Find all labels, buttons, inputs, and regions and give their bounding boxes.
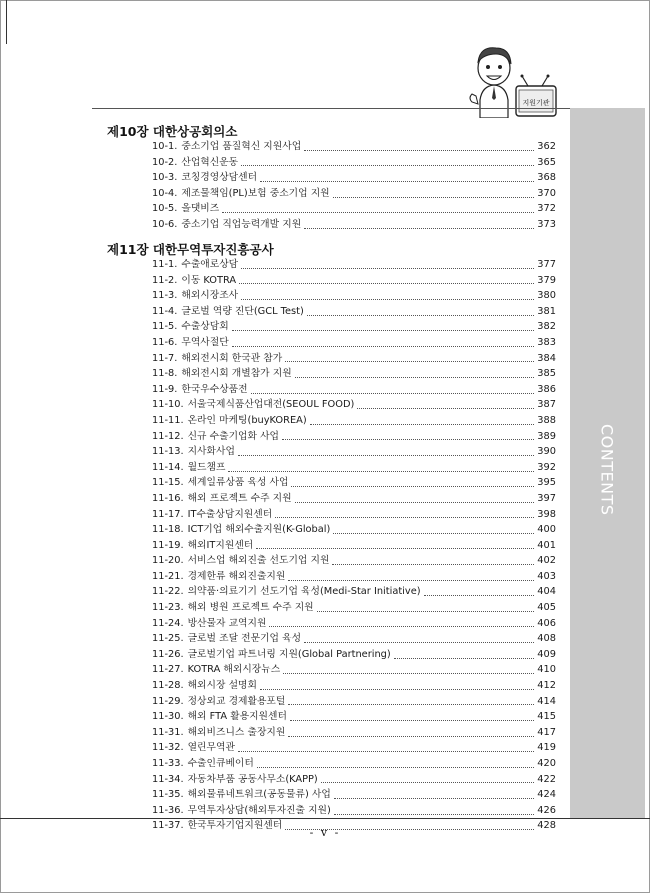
toc-entry[interactable] — [152, 288, 556, 304]
toc-entry[interactable] — [152, 257, 556, 273]
toc-entry-number: 11-15. — [152, 477, 184, 489]
toc-entry[interactable] — [152, 351, 556, 367]
toc-entry[interactable] — [152, 569, 556, 585]
toc-entry-number: 11-11. — [152, 414, 184, 426]
dot-leader — [241, 298, 534, 300]
dot-leader — [257, 766, 534, 768]
toc-entry-page: 424 — [537, 789, 556, 801]
toc-entry-number: 10-3. — [152, 172, 178, 184]
chapter-title: 제11장 대한무역투자진흥공사 — [107, 242, 274, 257]
toc-entry-page: 398 — [537, 508, 556, 520]
dot-leader — [424, 594, 535, 596]
toc-entry-title: 수출상담회 — [181, 321, 229, 333]
dot-leader — [222, 211, 534, 213]
toc-entry-page: 390 — [537, 446, 556, 458]
toc-entry[interactable] — [152, 647, 556, 663]
toc-entry-page: 384 — [537, 352, 556, 364]
toc-entry[interactable] — [152, 600, 556, 616]
toc-entry-page: 397 — [537, 492, 556, 504]
dot-leader — [238, 454, 534, 456]
toc-entry-page: 404 — [537, 586, 556, 598]
toc-entry-title: IT수출상담지원센터 — [187, 508, 273, 520]
toc-entry-title: 의약품·의료기기 선도기업 육성(Medi-Star Initiative) — [187, 586, 421, 598]
toc-entry[interactable] — [152, 631, 556, 647]
toc-entry[interactable] — [152, 475, 556, 491]
toc-entry-number: 11-36. — [152, 804, 184, 816]
toc-entry-page: 379 — [537, 274, 556, 286]
toc-entry-title: 자동차부품 공동사무소(KAPP) — [187, 773, 318, 785]
dot-leader — [310, 423, 535, 425]
dot-leader — [288, 703, 534, 705]
dot-leader — [285, 360, 534, 362]
toc-entry-number: 11-19. — [152, 539, 184, 551]
toc-entry-title: 글로벌기업 파트너링 지원(Global Partnering) — [187, 648, 391, 660]
toc-entry-page: 414 — [537, 695, 556, 707]
toc-entry-title: 서비스업 해외진출 선도기업 지원 — [187, 555, 330, 567]
toc-entry-page: 417 — [537, 726, 556, 738]
toc-entry-page: 372 — [537, 203, 556, 215]
toc-entry[interactable] — [152, 787, 556, 803]
toc-entry-title: 제조물책임(PL)보험 중소기업 지원 — [181, 187, 330, 199]
toc-entry-page: 362 — [537, 141, 556, 152]
toc-entry-title: 글로벌 조달 전문기업 육성 — [187, 633, 302, 645]
dot-leader — [269, 625, 534, 627]
toc-entry[interactable] — [152, 170, 556, 186]
toc-entry-number: 11-6. — [152, 336, 178, 348]
toc-entry-title: 세계일류상품 육성 사업 — [187, 477, 289, 489]
toc-entry-number: 11-24. — [152, 617, 184, 629]
mascot-tv-label: 지원기관 — [522, 99, 550, 107]
toc-entry-page: 386 — [537, 383, 556, 395]
toc-entry-page: 428 — [537, 820, 556, 832]
toc-entry[interactable] — [152, 803, 556, 819]
toc-entry-number: 11-30. — [152, 711, 184, 723]
toc-entry-page: 419 — [537, 742, 556, 754]
toc-entry-number: 11-14. — [152, 461, 184, 473]
toc-entry-page: 368 — [537, 172, 556, 184]
toc-entry[interactable] — [152, 584, 556, 600]
toc-entry-number: 11-9. — [152, 383, 178, 395]
dot-leader — [241, 267, 534, 269]
toc-entry-number: 10-5. — [152, 203, 178, 215]
dot-leader — [333, 532, 534, 534]
toc-entry[interactable] — [152, 304, 556, 320]
toc-entry-page: 426 — [537, 804, 556, 816]
dot-leader — [304, 641, 534, 643]
dot-leader — [295, 376, 535, 378]
toc-entry-number: 10-4. — [152, 187, 178, 199]
toc-entry-title: 무역사절단 — [181, 336, 229, 348]
dot-leader — [304, 149, 534, 151]
toc-entry-number: 11-27. — [152, 664, 184, 676]
toc-entry-page: 401 — [537, 539, 556, 551]
toc-entry-title: ICT기업 해외수출지원(K-Global) — [187, 524, 331, 536]
toc-entry-title: 해외전시회 개별참가 지원 — [181, 368, 292, 380]
toc-entry[interactable] — [152, 553, 556, 569]
page-number: - v - — [309, 826, 341, 839]
toc-entry-title: 서울국제식품산업대전(SEOUL FOOD) — [187, 399, 355, 411]
toc-entry-number: 11-17. — [152, 508, 184, 520]
toc-entry-page: 395 — [537, 477, 556, 489]
toc-entry-title: 중소기업 품질혁신 지원사업 — [181, 141, 302, 152]
toc-entry-title: 한국투자기업지원센터 — [187, 820, 283, 832]
toc-entry-title: 올댓비즈 — [181, 203, 220, 215]
toc-entry-page: 365 — [537, 156, 556, 168]
toc-entry[interactable] — [152, 662, 556, 678]
dot-leader — [288, 735, 534, 737]
toc-entry-title: 정상외교 경제활용포털 — [187, 695, 286, 707]
toc-entry-number: 11-22. — [152, 586, 184, 598]
toc-entry-number: 11-31. — [152, 726, 184, 738]
chapter-title: 제10장 대한상공회의소 — [107, 124, 238, 139]
toc-entry-number: 11-33. — [152, 758, 184, 769]
contents-sidebar-label: CONTENTS — [597, 424, 617, 516]
toc-entry-number: 11-25. — [152, 633, 184, 645]
toc-entry-number: 11-29. — [152, 695, 184, 707]
toc-entry[interactable] — [152, 756, 556, 772]
toc-entry[interactable] — [152, 694, 556, 710]
toc-entry[interactable] — [152, 319, 556, 335]
dot-leader — [332, 563, 534, 565]
toc-entry-number: 11-2. — [152, 274, 178, 286]
toc-entry[interactable] — [152, 740, 556, 756]
toc-entry-number: 11-28. — [152, 680, 184, 692]
toc-entry-page: 422 — [537, 773, 556, 785]
dot-leader — [232, 329, 535, 331]
toc-entry-page: 383 — [537, 336, 556, 348]
toc-entry-number: 11-5. — [152, 321, 178, 333]
dot-leader — [251, 392, 535, 394]
toc-entry-page: 409 — [537, 648, 556, 660]
toc-entry-page: 373 — [537, 218, 556, 230]
toc-entry-number: 11-13. — [152, 446, 184, 458]
toc-list-chapter-11 — [152, 257, 556, 834]
toc-entry-title: 지사화사업 — [187, 446, 235, 458]
dot-leader — [283, 672, 534, 674]
toc-entry[interactable] — [152, 429, 556, 445]
toc-entry[interactable] — [152, 507, 556, 523]
toc-entry-number: 10-2. — [152, 156, 178, 168]
toc-entry-page: 415 — [537, 711, 556, 723]
toc-entry-number: 11-21. — [152, 570, 184, 582]
toc-entry-title: 수출인큐베이터 — [187, 758, 254, 769]
toc-entry-number: 10-1. — [152, 141, 178, 152]
dot-leader — [304, 227, 534, 229]
dot-leader — [260, 180, 534, 182]
toc-entry-number: 11-32. — [152, 742, 184, 754]
toc-entry[interactable] — [152, 273, 556, 289]
toc-entry-title: 해외 FTA 활용지원센터 — [187, 711, 287, 723]
toc-entry-page: 412 — [537, 680, 556, 692]
toc-entry-page: 380 — [537, 290, 556, 302]
header-rule — [92, 108, 570, 109]
toc-entry-number: 11-4. — [152, 305, 178, 317]
dot-leader — [238, 750, 534, 752]
toc-entry-page: 406 — [537, 617, 556, 629]
toc-entry-number: 11-34. — [152, 773, 184, 785]
toc-entry-title: 온라인 마케팅(buyKOREA) — [187, 414, 307, 426]
toc-entry-page: 400 — [537, 524, 556, 536]
toc-entry-title: 수출애로상담 — [181, 259, 239, 270]
toc-entry-page: 377 — [537, 259, 556, 270]
toc-entry-number: 11-3. — [152, 290, 178, 302]
toc-entry-number: 11-10. — [152, 399, 184, 411]
dot-leader — [256, 547, 534, 549]
toc-entry-title: 해외전시회 한국관 참가 — [181, 352, 283, 364]
dot-leader — [334, 813, 534, 815]
toc-entry[interactable] — [152, 491, 556, 507]
footer-rule — [0, 818, 650, 819]
toc-entry-number: 11-16. — [152, 492, 184, 504]
toc-entry-title: 해외시장조사 — [181, 290, 239, 302]
toc-entry[interactable] — [152, 725, 556, 741]
dot-leader — [290, 719, 534, 721]
toc-entry-page: 385 — [537, 368, 556, 380]
toc-entry[interactable] — [152, 522, 556, 538]
toc-entry-page: 388 — [537, 414, 556, 426]
dot-leader — [232, 345, 535, 347]
dot-leader — [260, 688, 534, 690]
dot-leader — [321, 781, 535, 783]
toc-entry-title: 산업혁신운동 — [181, 156, 239, 168]
toc-entry[interactable] — [152, 397, 556, 413]
toc-entry[interactable] — [152, 538, 556, 554]
dot-leader — [275, 516, 534, 518]
toc-entry-title: 한국우수상품전 — [181, 383, 248, 395]
dot-leader — [241, 164, 534, 166]
toc-entry-number: 11-1. — [152, 259, 178, 270]
dot-leader — [228, 470, 534, 472]
dot-leader — [288, 579, 534, 581]
toc-entry[interactable] — [152, 186, 556, 202]
toc-entry-page: 387 — [537, 399, 556, 411]
toc-entry-page: 382 — [537, 321, 556, 333]
dot-leader — [394, 657, 535, 659]
toc-entry-title: 경제한류 해외진출지원 — [187, 570, 286, 582]
toc-entry-page: 389 — [537, 430, 556, 442]
toc-entry-page: 402 — [537, 555, 556, 567]
toc-entry[interactable] — [152, 366, 556, 382]
toc-entry-number: 11-8. — [152, 368, 178, 380]
toc-entry-title: KOTRA 해외시장뉴스 — [187, 664, 281, 676]
toc-entry-number: 11-23. — [152, 602, 184, 614]
toc-entry[interactable] — [152, 413, 556, 429]
dot-leader — [333, 196, 535, 198]
toc-entry-title: 해외IT지원센터 — [187, 539, 254, 551]
toc-entry-title: 월드챔프 — [187, 461, 226, 473]
dot-leader — [307, 314, 535, 316]
dot-leader — [317, 610, 535, 612]
toc-entry-title: 해외시장 설명회 — [187, 680, 257, 692]
dot-leader — [282, 438, 534, 440]
toc-entry[interactable] — [152, 444, 556, 460]
toc-entry-number: 11-37. — [152, 820, 184, 832]
toc-entry[interactable] — [152, 335, 556, 351]
toc-entry-title: 중소기업 직업능력개발 지원 — [181, 218, 302, 230]
toc-entry-page: 405 — [537, 602, 556, 614]
toc-entry-page: 381 — [537, 305, 556, 317]
toc-entry-number: 11-26. — [152, 648, 184, 660]
dot-leader — [291, 485, 534, 487]
toc-entry-title: 글로벌 역량 진단(GCL Test) — [181, 305, 304, 317]
toc-entry[interactable] — [152, 678, 556, 694]
toc-entry-title: 해외 병원 프로젝트 수주 지원 — [187, 602, 314, 614]
toc-entry[interactable] — [152, 616, 556, 632]
toc-entry-number: 11-7. — [152, 352, 178, 364]
binding-rule — [6, 0, 7, 44]
toc-entry-title: 해외 프로젝트 수주 지원 — [187, 492, 292, 504]
toc-list-chapter-10 — [152, 139, 556, 233]
toc-entry[interactable] — [152, 201, 556, 217]
dot-leader — [239, 282, 534, 284]
toc-entry[interactable] — [152, 382, 556, 398]
toc-entry-title: 열린무역관 — [187, 742, 235, 754]
toc-entry-title: 해외물류네트워크(공동물류) 사업 — [187, 789, 331, 801]
toc-entry[interactable] — [152, 460, 556, 476]
toc-entry-page: 403 — [537, 570, 556, 582]
dot-leader — [334, 797, 534, 799]
toc-entry-number: 11-20. — [152, 555, 184, 567]
toc-entry[interactable] — [152, 155, 556, 171]
toc-entry-title: 이동 KOTRA — [181, 274, 237, 286]
dot-leader — [357, 407, 534, 409]
toc-entry-page: 420 — [537, 758, 556, 769]
toc-entry-number: 11-35. — [152, 789, 184, 801]
toc-entry-number: 11-12. — [152, 430, 184, 442]
toc-entry-title: 해외비즈니스 출장지원 — [187, 726, 286, 738]
toc-entry-page: 408 — [537, 633, 556, 645]
toc-entry-title: 신규 수출기업화 사업 — [187, 430, 279, 442]
toc-entry-page: 410 — [537, 664, 556, 676]
toc-entry[interactable] — [152, 139, 556, 155]
toc-entry-title: 무역투자상담(해외투자진출 지원) — [187, 804, 331, 816]
dot-leader — [295, 501, 535, 503]
toc-entry-page: 370 — [537, 187, 556, 199]
toc-entry-title: 방산물자 교역지원 — [187, 617, 267, 629]
toc-entry-number: 10-6. — [152, 218, 178, 230]
toc-entry-page: 392 — [537, 461, 556, 473]
toc-entry[interactable] — [152, 217, 556, 233]
toc-entry[interactable] — [152, 772, 556, 788]
toc-entry[interactable] — [152, 709, 556, 725]
toc-entry-title: 코칭경영상담센터 — [181, 172, 258, 184]
toc-entry-number: 11-18. — [152, 524, 184, 536]
